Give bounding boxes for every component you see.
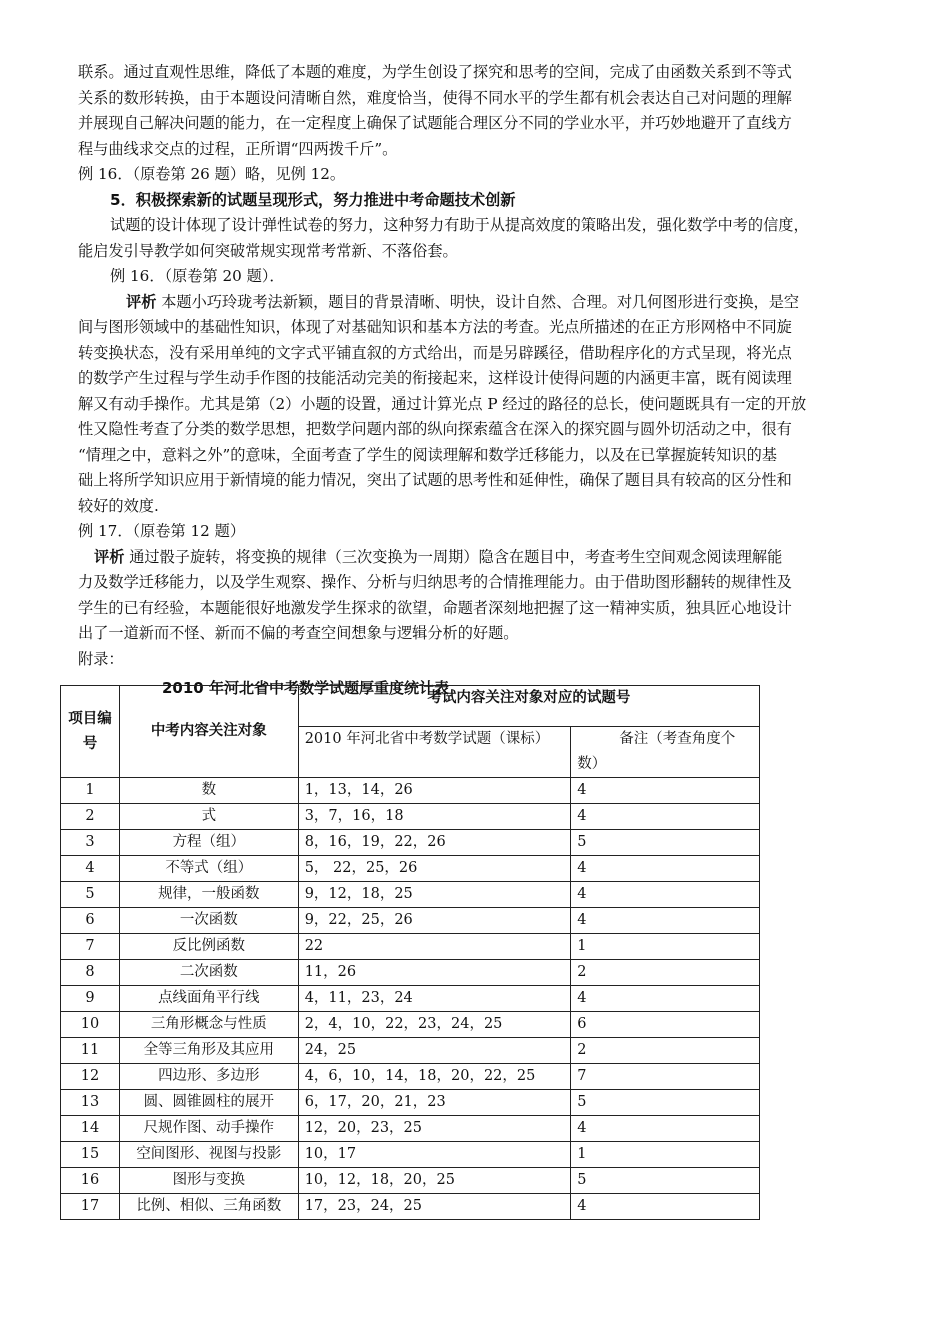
table-row <box>61 804 760 830</box>
row-number: 2 <box>61 804 120 830</box>
paragraph-line: 力及数学迁移能力，以及学生观察、操作、分析与归纳思考的合情推理能力。由于借助图形翻转的规律性及 <box>78 573 792 591</box>
row-topic: 一次函数 <box>119 908 298 934</box>
row-note: 4 <box>571 882 760 908</box>
row-note: 7 <box>571 1064 760 1090</box>
header-question-group: 考试内容关注对象对应的试题号 <box>298 686 759 727</box>
document-body <box>78 60 888 698</box>
header-item-number: 项目编号 <box>61 686 120 778</box>
row-number: 4 <box>61 856 120 882</box>
row-note: 5 <box>571 830 760 856</box>
row-topic: 圆、圆锥圆柱的展开 <box>119 1090 298 1116</box>
row-topic: 尺规作图、动手操作 <box>119 1116 298 1142</box>
row-note: 1 <box>571 1142 760 1168</box>
row-topic: 空间图形、视图与投影 <box>119 1142 298 1168</box>
row-number: 13 <box>61 1090 120 1116</box>
paragraph-line: 联系。通过直观性思维，降低了本题的难度，为学生创设了探究和思考的空间，完成了由函数关系到不等式 <box>78 63 792 81</box>
paragraph-line: 关系的数形转换，由于本题设问清晰自然，难度恰当，使得不同水平的学生都有机会表达自己对问题的理解 <box>78 88 792 107</box>
row-topic: 规律，一般函数 <box>119 882 298 908</box>
row-note: 4 <box>571 908 760 934</box>
paragraph-line: 试题的设计体现了设计弹性试卷的努力，这种努力有助于从提高效度的策略出发，强化数学中考的信度， <box>110 216 809 234</box>
table-row <box>61 1012 760 1038</box>
row-number: 8 <box>61 960 120 986</box>
table-row <box>61 1142 760 1168</box>
review-paragraph-start <box>78 290 888 316</box>
row-topic: 方程（组） <box>119 830 298 856</box>
row-number: 3 <box>61 830 120 856</box>
row-questions: 9，22，25，26 <box>298 908 571 934</box>
table-title: 2010 年河北省中考数学试题厚重度统计表 <box>162 679 449 697</box>
review-text: 通过骰子旋转，将变换的规律（三次变换为一周期）隐含在题目中，考查考生空间观念阅读理解能 <box>124 547 783 566</box>
table-row <box>61 1116 760 1142</box>
table-row <box>61 934 760 960</box>
example-heading: 例 17．（原卷第 12 题） <box>78 522 246 540</box>
row-questions: 4，6，10，14，18，20，22，25 <box>298 1064 571 1090</box>
paragraph-line: 出了一道新而不怪、新而不偏的考查空间想象与逻辑分析的好题。 <box>78 624 519 642</box>
row-questions: 22 <box>298 934 571 960</box>
row-questions: 3，7，16，18 <box>298 804 571 830</box>
row-note: 1 <box>571 934 760 960</box>
review-label: 评析 <box>126 292 157 311</box>
row-topic: 四边形、多边形 <box>119 1064 298 1090</box>
row-number: 7 <box>61 934 120 960</box>
paragraph-line: 能启发引导教学如何突破常规实现常考常新、不落俗套。 <box>78 241 458 260</box>
header-questions: 2010 年河北省中考数学试题（课标） <box>298 727 571 778</box>
row-questions: 17，23，24，25 <box>298 1194 571 1220</box>
table-row <box>61 908 760 934</box>
table-row <box>61 986 760 1012</box>
header-content-focus: 中考内容关注对象 <box>119 686 298 778</box>
table-row <box>61 830 760 856</box>
paragraph-line: 解又有动手操作。尤其是第（2）小题的设置，通过计算光点 P 经过的路径的总长，使问题既具有一定的开放 <box>78 394 807 413</box>
table-body <box>61 778 760 1220</box>
table-row <box>61 1038 760 1064</box>
row-questions: 2，4，10，22，23，24，25 <box>298 1012 571 1038</box>
review-paragraph-start <box>78 545 888 571</box>
row-number: 10 <box>61 1012 120 1038</box>
row-number: 6 <box>61 908 120 934</box>
row-topic: 式 <box>119 804 298 830</box>
row-questions: 10，17 <box>298 1142 571 1168</box>
row-note: 5 <box>571 1168 760 1194</box>
row-note: 4 <box>571 1116 760 1142</box>
paragraph-line: “情理之中，意料之外”的意味，全面考查了学生的阅读理解和数学迁移能力，以及在已掌握旋转知识的基 <box>78 445 777 464</box>
row-note: 4 <box>571 804 760 830</box>
row-questions: 11，26 <box>298 960 571 986</box>
row-number: 15 <box>61 1142 120 1168</box>
review-text: 本题小巧玲珑考法新颖，题目的背景清晰、明快，设计自然、合理。对几何图形进行变换，是空 <box>156 292 800 311</box>
row-topic: 不等式（组） <box>119 856 298 882</box>
section-heading: 5．积极探索新的试题呈现形式，努力推进中考命题技术创新 <box>110 190 516 209</box>
table-row <box>61 960 760 986</box>
row-questions: 12，20，23，25 <box>298 1116 571 1142</box>
paragraph-line: 学生的已有经验，本题能很好地激发学生探求的欲望，命题者深刻地把握了这一精神实质，独具匠心地设计 <box>78 598 792 617</box>
row-note: 2 <box>571 960 760 986</box>
example-heading: 例 16．（原卷第 20 题）． <box>110 267 285 285</box>
row-topic: 全等三角形及其应用 <box>119 1038 298 1064</box>
row-number: 5 <box>61 882 120 908</box>
paragraph-line: 转变换状态，没有采用单纯的文字式平铺直叙的方式给出，而是另辟蹊径，借助程序化的方式呈现，将光点 <box>78 343 792 362</box>
paragraph-line: 间与图形领域中的基础性知识，体现了对基础知识和基本方法的考查。光点所描述的在正方形网格中不同旋 <box>78 318 792 336</box>
row-note: 4 <box>571 778 760 804</box>
row-topic: 点线面角平行线 <box>119 986 298 1012</box>
row-questions: 1，13，14，26 <box>298 778 571 804</box>
row-note: 5 <box>571 1090 760 1116</box>
paragraph-line: 础上将所学知识应用于新情境的能力情况，突出了试题的思考性和延伸性，确保了题目具有较高的区分性和 <box>78 471 792 489</box>
table-row <box>61 882 760 908</box>
table-row <box>61 856 760 882</box>
row-topic: 数 <box>119 778 298 804</box>
table-row <box>61 1090 760 1116</box>
example-heading: 例 16．（原卷第 26 题）略，见例 12。 <box>78 165 346 183</box>
table-row <box>61 1168 760 1194</box>
paragraph-line: 程与曲线求交点的过程，正所谓“四两拨千斤”。 <box>78 139 398 158</box>
row-note: 2 <box>571 1038 760 1064</box>
row-number: 14 <box>61 1116 120 1142</box>
row-note: 6 <box>571 1012 760 1038</box>
row-number: 12 <box>61 1064 120 1090</box>
row-questions: 5， 22，25，26 <box>298 856 571 882</box>
row-number: 1 <box>61 778 120 804</box>
row-questions: 6，17，20，21，23 <box>298 1090 571 1116</box>
row-number: 16 <box>61 1168 120 1194</box>
row-number: 9 <box>61 986 120 1012</box>
header-note: 备注（考查角度个数） <box>571 727 760 778</box>
row-questions: 9，12，18，25 <box>298 882 571 908</box>
row-topic: 比例、相似、三角函数 <box>119 1194 298 1220</box>
row-note: 4 <box>571 986 760 1012</box>
row-number: 17 <box>61 1194 120 1220</box>
paragraph-line: 并展现自己解决问题的能力，在一定程度上确保了试题能合理区分不同的学业水平，并巧妙地避开了直线方 <box>78 114 792 132</box>
paragraph-line: 较好的效度. <box>78 496 159 515</box>
row-questions: 8，16，19，22，26 <box>298 830 571 856</box>
row-topic: 三角形概念与性质 <box>119 1012 298 1038</box>
row-note: 4 <box>571 856 760 882</box>
appendix-label: 附录： <box>78 649 124 668</box>
review-label: 评析 <box>94 547 125 566</box>
row-note: 4 <box>571 1194 760 1220</box>
table-row <box>61 778 760 804</box>
paragraph-line: 性又隐性考查了分类的数学思想，把数学问题内部的纵向探索蕴含在深入的探究圆与圆外切活动之中，很有 <box>78 420 792 438</box>
row-topic: 反比例函数 <box>119 934 298 960</box>
row-topic: 二次函数 <box>119 960 298 986</box>
row-topic: 图形与变换 <box>119 1168 298 1194</box>
row-questions: 10，12，18，20，25 <box>298 1168 571 1194</box>
row-questions: 4，11，23，24 <box>298 986 571 1012</box>
row-number: 11 <box>61 1038 120 1064</box>
row-questions: 24，25 <box>298 1038 571 1064</box>
paragraph-line: 的数学产生过程与学生动手作图的技能活动完美的衔接起来，这样设计使得问题的内涵更丰富，既有阅读理 <box>78 369 792 387</box>
statistics-table <box>60 685 760 1220</box>
table-row <box>61 1194 760 1220</box>
table-row <box>61 1064 760 1090</box>
